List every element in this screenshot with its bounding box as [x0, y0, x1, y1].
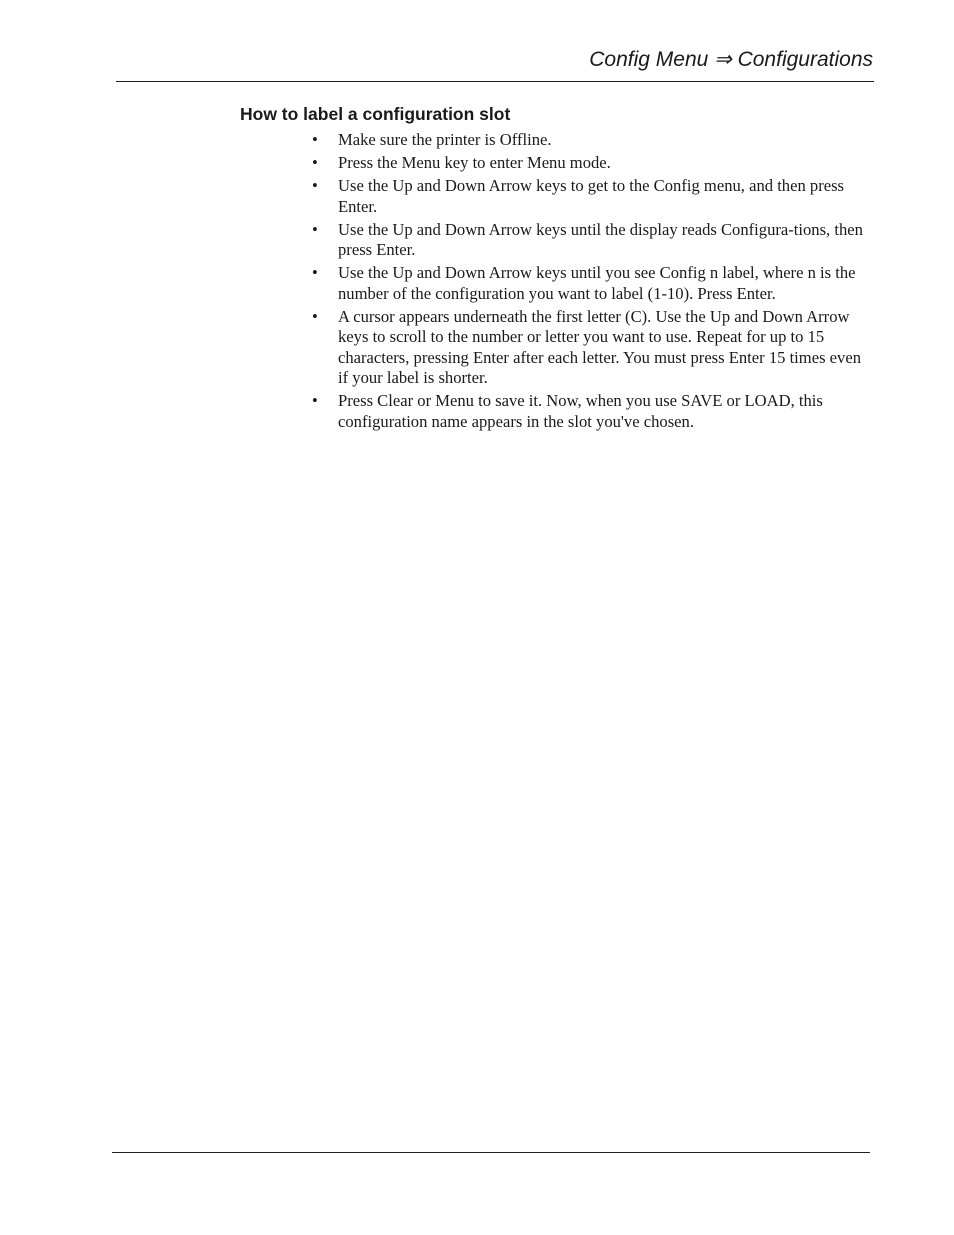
list-item [312, 176, 874, 217]
list-item-text: Press Clear or Menu to save it. Now, when you use SAVE or LOAD, this configuration name appears in the slot you've chosen. [338, 391, 823, 431]
list-item [312, 307, 874, 389]
list-item [312, 263, 874, 304]
bullet-icon: • [312, 176, 318, 195]
list-item [312, 220, 874, 261]
bullet-icon: • [312, 153, 318, 172]
footer-rule [112, 1152, 870, 1153]
list-item-text: Make sure the printer is Offline. [338, 130, 552, 149]
instruction-list [312, 130, 874, 435]
list-item [312, 153, 874, 174]
list-item-text: Use the Up and Down Arrow keys until the display reads Configura-tions, then press Enter. [338, 219, 863, 259]
list-item [312, 391, 874, 432]
bullet-icon: • [312, 306, 318, 326]
bullet-icon: • [312, 391, 318, 410]
list-item-text: Press the Menu key to enter Menu mode. [338, 153, 611, 172]
list-item-text: A cursor appears underneath the first letter (C). Use the Up and Down Arrow keys to scroll to the number or letter you want to use. Repeat for up to 15 characters, pressing Enter after each letter. You must press Enter 15 times even if your label is shorter. [338, 306, 861, 387]
header-rule [116, 81, 874, 82]
list-item-text: Use the Up and Down Arrow keys until you see Config n label, where n is the number of the configuration you want to label (1-10). Press Enter. [338, 263, 856, 303]
list-item-text: Use the Up and Down Arrow keys to get to the Config menu, and then press Enter. [338, 176, 845, 216]
running-header: Config Menu ⇒ Configurations [589, 48, 873, 71]
bullet-icon: • [312, 130, 318, 149]
bullet-icon: • [312, 219, 318, 239]
section-heading: How to label a configuration slot [240, 104, 511, 124]
bullet-icon: • [312, 263, 318, 282]
list-item [312, 130, 874, 151]
